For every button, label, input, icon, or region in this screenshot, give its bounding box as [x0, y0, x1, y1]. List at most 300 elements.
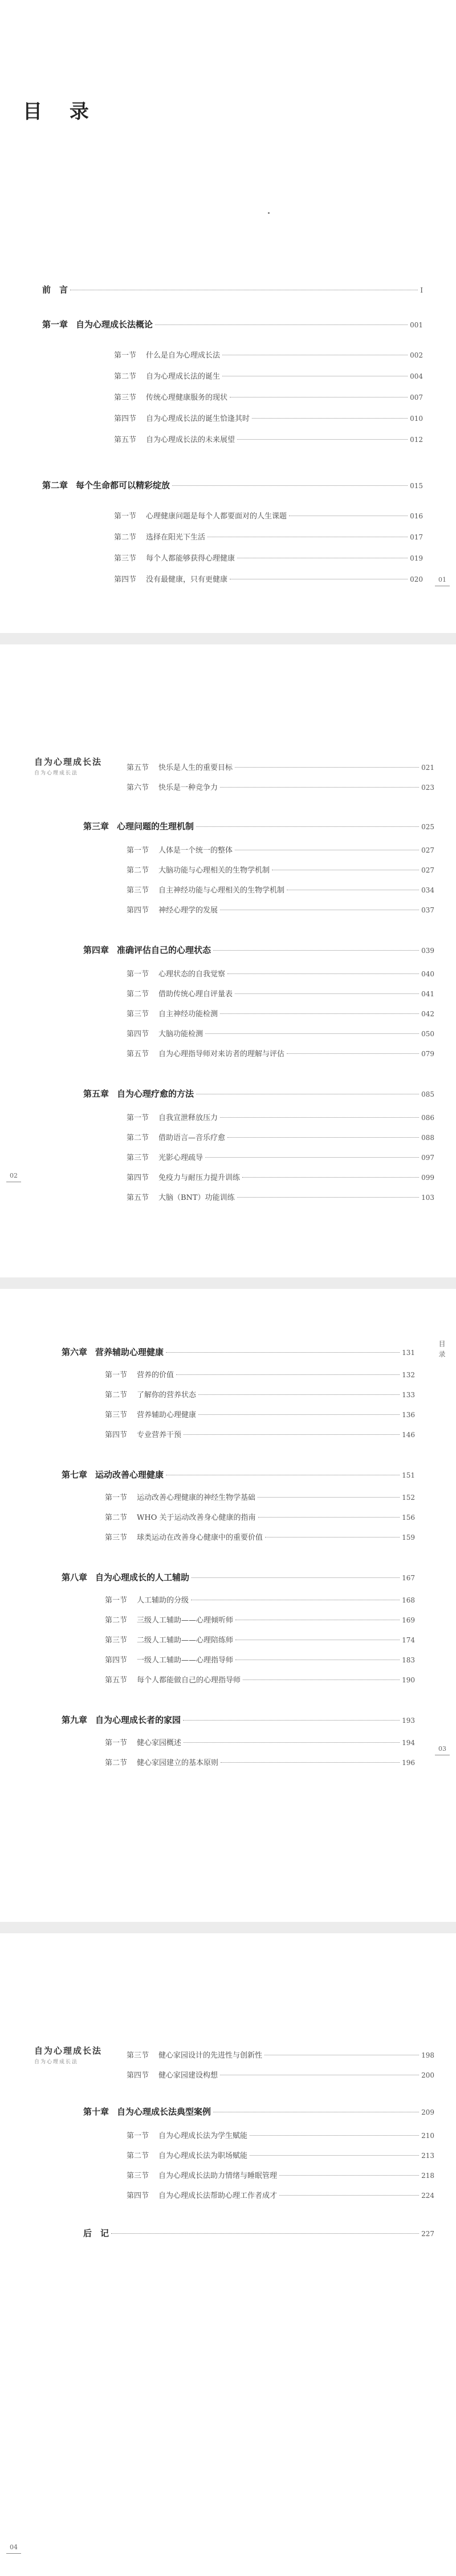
- dot-leader: [192, 1577, 400, 1578]
- dot-leader: [235, 766, 419, 768]
- section-title: 一级人工辅助——心理指导师: [137, 1656, 234, 1665]
- toc-title: 目 录: [23, 100, 99, 123]
- toc-section[interactable]: [127, 761, 434, 772]
- toc-section[interactable]: [127, 884, 434, 895]
- chapter-number: 第七章: [62, 1470, 88, 1480]
- toc-section[interactable]: [105, 1409, 415, 1419]
- toc-chapter-4[interactable]: [83, 944, 434, 956]
- section-title: WHO 关于运动改善身心健康的指南: [137, 1514, 256, 1522]
- dot-leader: [250, 2155, 419, 2156]
- page-ref: 136: [402, 1411, 415, 1419]
- chapter-number: 第一章: [42, 319, 68, 330]
- page-ref: 194: [402, 1739, 415, 1747]
- toc-section[interactable]: [127, 968, 434, 979]
- section-number: 第一节: [114, 512, 137, 521]
- chapter-number: 第八章: [62, 1572, 88, 1583]
- dot-leader: [221, 1762, 400, 1763]
- section-number: 第一节: [105, 1494, 128, 1502]
- toc-chapter-1[interactable]: [42, 318, 423, 330]
- chapter-title: 运动改善心理健康: [95, 1470, 164, 1480]
- section-number: 第一节: [127, 846, 149, 855]
- page-ref: 169: [402, 1616, 415, 1624]
- toc-chapter-5[interactable]: [83, 1088, 434, 1100]
- section-title: 球类运动在改善身心健康中的重要价值: [137, 1534, 263, 1542]
- chapter-number: 第三章: [83, 821, 109, 831]
- section-number: 第一节: [127, 2132, 149, 2140]
- dot-leader: [220, 1117, 419, 1118]
- section-number: 第二节: [127, 1134, 149, 1142]
- section-number: 第五节: [105, 1676, 128, 1685]
- page-ref: 012: [410, 436, 423, 444]
- page-ref: 088: [421, 1134, 434, 1142]
- section-title: 大脑（BNT）功能训练: [158, 1194, 235, 1202]
- toc-chapter-2[interactable]: [42, 479, 423, 491]
- section-number: 第三节: [105, 1534, 128, 1542]
- section-number: 第二节: [127, 866, 149, 875]
- section-title: 营养辅助心理健康: [137, 1411, 197, 1419]
- section-title: 人工辅助的分级: [137, 1596, 189, 1605]
- page-ref: 132: [402, 1371, 415, 1379]
- toc-section[interactable]: [127, 2189, 434, 2200]
- section-number: 第一节: [105, 1739, 128, 1747]
- page-ref: 156: [402, 1514, 415, 1522]
- page-ref: 027: [421, 846, 434, 854]
- dot-leader: [272, 869, 419, 870]
- page-number: 04: [0, 2543, 27, 2554]
- chapter-number: 第五章: [83, 1089, 109, 1099]
- toc-section[interactable]: [114, 433, 423, 444]
- section-title: 心理状态的自我觉察: [158, 970, 226, 979]
- toc-page-2: [0, 644, 456, 1277]
- section-number: 第一节: [105, 1596, 128, 1605]
- toc-chapter-9[interactable]: [62, 1714, 415, 1726]
- toc-section[interactable]: [127, 2129, 434, 2140]
- page-ref: 099: [421, 1174, 434, 1182]
- page-number: 01: [429, 576, 456, 586]
- section-number: 第三节: [127, 1010, 149, 1019]
- toc-section[interactable]: [127, 2149, 434, 2160]
- section-title: 大脑功能检测: [158, 1030, 203, 1038]
- page-ref: 159: [402, 1534, 415, 1541]
- toc-section[interactable]: [114, 531, 423, 542]
- dot-leader: [205, 1157, 419, 1158]
- toc-section[interactable]: [127, 2049, 434, 2060]
- section-number: 第四节: [105, 1431, 128, 1439]
- chapter-title: 自为心理成长者的家园: [95, 1715, 181, 1725]
- page-ref: 010: [410, 415, 423, 423]
- dot-leader: [184, 1742, 400, 1743]
- dot-leader: [213, 950, 419, 951]
- page-ref: 086: [421, 1114, 434, 1122]
- page-ref: 213: [421, 2152, 434, 2160]
- toc-chapter-8[interactable]: [62, 1571, 415, 1583]
- toc-section[interactable]: [114, 573, 423, 584]
- book-title-calligraphy: 自为心理成长法: [34, 2046, 103, 2056]
- dot-leader: [166, 1352, 400, 1353]
- dot-leader: [111, 2233, 419, 2234]
- section-number: 第三节: [127, 2051, 149, 2060]
- section-title: 没有最健康，只有更健康: [146, 575, 228, 584]
- section-title: 自为心理成长法的诞生: [146, 372, 221, 381]
- toc-section[interactable]: [105, 1674, 415, 1685]
- section-title: 什么是自为心理成长法: [146, 351, 221, 360]
- chapter-title: 营养辅助心理健康: [95, 1347, 164, 1357]
- chapter-number: 第二章: [42, 480, 68, 490]
- page-ref: 050: [421, 1030, 434, 1038]
- dot-leader: [252, 417, 408, 419]
- toc-section[interactable]: [105, 1634, 415, 1645]
- dot-leader: [220, 2074, 419, 2075]
- toc-section[interactable]: [114, 412, 423, 423]
- dot-leader: [230, 396, 408, 397]
- section-number: 第三节: [114, 554, 137, 563]
- side-label: 目录: [438, 1340, 446, 1361]
- section-number: 第三节: [114, 394, 137, 402]
- toc-section[interactable]: [114, 370, 423, 381]
- section-title: 自为心理成长法为职场赋能: [158, 2152, 248, 2160]
- section-number: 第三节: [105, 1636, 128, 1645]
- dot-leader: [289, 515, 408, 516]
- section-title: 免疫力与耐压力提升训练: [158, 1174, 241, 1182]
- section-number: 第五节: [127, 1194, 149, 1202]
- dot-leader: [227, 973, 419, 974]
- section-title: 自为心理成长法的未来展望: [146, 436, 235, 444]
- dot-leader: [172, 485, 408, 486]
- toc-section[interactable]: [105, 1614, 415, 1625]
- decorative-dot: [268, 212, 270, 214]
- dot-leader: [279, 2194, 419, 2196]
- toc-preface[interactable]: [42, 283, 423, 295]
- section-number: 第五节: [114, 436, 137, 444]
- dot-leader: [235, 1619, 400, 1620]
- page-ref: 037: [421, 906, 434, 914]
- section-title: 借助传统心理自评量表: [158, 990, 233, 999]
- page-ref: 190: [402, 1676, 415, 1684]
- section-number: 第二节: [127, 2152, 149, 2160]
- section-title: 自主神经功能与心理相关的生物学机制: [158, 886, 285, 895]
- page-ref: 042: [421, 1010, 434, 1018]
- page-ref: 017: [410, 533, 423, 541]
- page-ref: 174: [402, 1636, 415, 1644]
- section-number: 第四节: [127, 906, 149, 915]
- section-title: 健心家园设计的先进性与创新性: [158, 2051, 263, 2060]
- dot-leader: [237, 557, 408, 558]
- dot-leader: [243, 1679, 400, 1680]
- dot-leader: [237, 439, 408, 440]
- toc-section[interactable]: [114, 391, 423, 402]
- page-ref: 085: [421, 1090, 434, 1098]
- section-title: 自我宣泄释放压力: [158, 1114, 218, 1122]
- preface-label: 前 言: [42, 285, 68, 295]
- dot-leader: [265, 1536, 400, 1538]
- page-ref: 025: [421, 823, 434, 831]
- chapter-number: 第六章: [62, 1347, 88, 1357]
- section-number: 第六节: [127, 784, 149, 792]
- toc-section[interactable]: [105, 1737, 415, 1747]
- page-ref: 015: [410, 482, 423, 490]
- book-header-mark: [34, 2044, 125, 2065]
- chapter-title: 每个生命都可以精彩绽放: [76, 480, 170, 490]
- toc-chapter-3[interactable]: [83, 820, 434, 832]
- chapter-number: 第十章: [83, 2107, 109, 2117]
- dot-leader: [198, 1394, 400, 1395]
- toc-chapter-10[interactable]: [83, 2106, 434, 2117]
- toc-section[interactable]: [105, 1531, 415, 1542]
- dot-leader: [184, 1434, 400, 1435]
- section-title: 自为心理成长法为学生赋能: [158, 2132, 248, 2140]
- dot-leader: [205, 1033, 419, 1034]
- toc-section[interactable]: [127, 1171, 434, 1182]
- section-number: 第一节: [127, 970, 149, 979]
- section-number: 第二节: [114, 533, 137, 542]
- page-ref: 196: [402, 1759, 415, 1767]
- page-ref: 151: [402, 1471, 415, 1479]
- page-ref: 167: [402, 1574, 415, 1582]
- toc-section[interactable]: [127, 1131, 434, 1142]
- page-ref: 021: [421, 764, 434, 772]
- toc-section[interactable]: [127, 2169, 434, 2180]
- toc-section[interactable]: [127, 988, 434, 999]
- dot-leader: [220, 1013, 419, 1014]
- toc-section[interactable]: [127, 844, 434, 855]
- page-ref: 001: [410, 321, 423, 329]
- page-ref: 198: [421, 2051, 434, 2059]
- toc-section[interactable]: [114, 349, 423, 360]
- page-ref: 039: [421, 947, 434, 955]
- dot-leader: [235, 1659, 400, 1660]
- toc-section[interactable]: [127, 1191, 434, 1202]
- section-number: 第二节: [127, 990, 149, 999]
- page-ref: 133: [402, 1391, 415, 1399]
- page-ref: 079: [421, 1050, 434, 1058]
- dot-leader: [213, 2111, 419, 2112]
- section-title: 健心家园概述: [137, 1739, 182, 1747]
- section-number: 第三节: [127, 1154, 149, 1162]
- toc-section[interactable]: [127, 1111, 434, 1122]
- section-title: 专业营养干预: [137, 1431, 182, 1439]
- chapter-title: 心理问题的生理机制: [117, 821, 194, 831]
- section-title: 借助语言—音乐疗愈: [158, 1134, 226, 1142]
- page-ref: 023: [421, 784, 434, 792]
- section-title: 人体是一个统一的整体: [158, 846, 233, 855]
- page-ref: 210: [421, 2132, 434, 2140]
- toc-section[interactable]: [127, 1008, 434, 1019]
- page-ref: 227: [421, 2230, 434, 2238]
- section-title: 每个人都能做自己的心理指导师: [137, 1676, 241, 1685]
- dot-leader: [176, 1374, 400, 1375]
- section-number: 第一节: [127, 1114, 149, 1122]
- toc-section[interactable]: [127, 1048, 434, 1058]
- dot-leader: [250, 2135, 419, 2136]
- toc-section[interactable]: [105, 1369, 415, 1380]
- dot-leader: [166, 1474, 400, 1475]
- dot-leader: [183, 1719, 400, 1721]
- toc-chapter-7[interactable]: [62, 1468, 415, 1480]
- toc-section[interactable]: [105, 1654, 415, 1665]
- toc-page-1: [0, 0, 456, 633]
- toc-section[interactable]: [127, 1151, 434, 1162]
- toc-page-3: [0, 1289, 456, 1922]
- section-title: 自为心理成长法的诞生恰逢其时: [146, 415, 250, 423]
- dot-leader: [220, 786, 419, 788]
- book-subtitle: 自为心理成长法: [34, 770, 79, 776]
- page-ref: 218: [421, 2172, 434, 2180]
- section-number: 第二节: [105, 1514, 128, 1522]
- section-number: 第二节: [105, 1391, 128, 1399]
- page-ref: 152: [402, 1494, 415, 1502]
- section-number: 第四节: [127, 2192, 149, 2200]
- section-number: 第一节: [105, 1371, 128, 1380]
- page-ref: 131: [402, 1349, 415, 1357]
- page-ref: 183: [402, 1656, 415, 1664]
- chapter-title: 准确评估自己的心理状态: [117, 945, 211, 955]
- page-ref: 007: [410, 394, 423, 401]
- section-title: 健心家园建设构想: [158, 2071, 218, 2080]
- section-number: 第四节: [114, 575, 137, 584]
- book-header-mark: [34, 756, 125, 776]
- section-title: 了解你的营养状态: [137, 1391, 197, 1399]
- section-title: 自为心理成长法助力情绪与睡眠管理: [158, 2172, 278, 2180]
- chapter-title: 自为心理成长法典型案例: [117, 2107, 211, 2117]
- toc-section[interactable]: [105, 1756, 415, 1767]
- page-ref: 103: [421, 1194, 434, 1202]
- toc-page-4: [0, 1933, 456, 2576]
- section-number: 第三节: [105, 1411, 128, 1419]
- chapter-number: 第四章: [83, 945, 109, 955]
- dot-leader: [227, 1137, 419, 1138]
- section-number: 第四节: [114, 415, 137, 423]
- toc-section[interactable]: [105, 1429, 415, 1439]
- section-title: 自为心理成长法帮助心理工作者成才: [158, 2192, 278, 2200]
- toc-section[interactable]: [127, 781, 434, 792]
- toc-section[interactable]: [127, 2069, 434, 2080]
- section-number: 第四节: [127, 1174, 149, 1182]
- section-number: 第三节: [127, 2172, 149, 2180]
- section-title: 大脑功能与心理相关的生物学机制: [158, 866, 270, 875]
- dot-leader: [235, 1639, 400, 1640]
- toc-section[interactable]: [114, 552, 423, 563]
- dot-leader: [279, 2175, 419, 2176]
- page-ref: 034: [421, 886, 434, 894]
- page-ref: 193: [402, 1717, 415, 1725]
- dot-leader: [235, 849, 419, 850]
- dot-leader: [191, 1599, 400, 1600]
- chapter-title: 自为心理成长法概论: [76, 319, 153, 330]
- page-ref: 146: [402, 1431, 415, 1439]
- section-title: 选择在阳光下生活: [146, 533, 206, 542]
- section-number: 第四节: [127, 2071, 149, 2080]
- dot-leader: [237, 1196, 419, 1198]
- page-ref: I: [420, 286, 423, 294]
- page-ref: 019: [410, 554, 423, 562]
- section-number: 第四节: [127, 1030, 149, 1038]
- section-number: 第四节: [105, 1656, 128, 1665]
- dot-leader: [196, 1093, 419, 1094]
- page-ref: 224: [421, 2192, 434, 2200]
- dot-leader: [242, 1177, 419, 1178]
- dot-leader: [222, 375, 408, 376]
- dot-leader: [207, 536, 408, 537]
- page-ref: 002: [410, 351, 423, 359]
- page-number: 03: [429, 1745, 456, 1755]
- section-title: 快乐是人生的重要目标: [158, 764, 233, 772]
- book-title-calligraphy: 自为心理成长法: [34, 757, 103, 767]
- toc-section[interactable]: [127, 1028, 434, 1038]
- section-title: 心理健康问题是每个人都要面对的人生课题: [146, 512, 287, 521]
- section-number: 第三节: [127, 886, 149, 895]
- toc-section[interactable]: [105, 1389, 415, 1399]
- page-ref: 040: [421, 970, 434, 978]
- section-title: 三级人工辅助——心理倾听师: [137, 1616, 234, 1625]
- section-title: 营养的价值: [137, 1371, 174, 1380]
- dot-leader: [220, 909, 419, 910]
- dot-leader: [198, 1414, 400, 1415]
- chapter-title: 自为心理疗愈的方法: [117, 1089, 194, 1099]
- dot-leader: [222, 354, 408, 355]
- chapter-title: 自为心理成长的人工辅助: [95, 1572, 190, 1583]
- page-ref: 020: [410, 575, 423, 583]
- section-title: 快乐是一种竞争力: [158, 784, 218, 792]
- page-ref: 097: [421, 1154, 434, 1162]
- section-number: 第五节: [127, 764, 149, 772]
- dot-leader: [287, 1053, 419, 1054]
- dot-leader: [196, 826, 419, 827]
- page-ref: 168: [402, 1596, 415, 1604]
- dot-leader: [155, 324, 408, 325]
- section-title: 自为心理指导师对来访者的理解与评估: [158, 1050, 285, 1058]
- section-title: 健心家园建立的基本原则: [137, 1759, 219, 1767]
- section-title: 每个人都能够获得心理健康: [146, 554, 235, 563]
- section-title: 光影心理疏导: [158, 1154, 203, 1162]
- afterword-label: 后 记: [83, 2228, 109, 2238]
- toc-section[interactable]: [127, 904, 434, 915]
- page-ref: 016: [410, 512, 423, 520]
- toc-chapter-6[interactable]: [62, 1346, 415, 1358]
- toc-section[interactable]: [105, 1594, 415, 1605]
- section-title: 神经心理学的发展: [158, 906, 218, 915]
- section-number: 第二节: [105, 1616, 128, 1625]
- toc-section[interactable]: [105, 1511, 415, 1522]
- book-subtitle: 自为心理成长法: [34, 2059, 79, 2065]
- chapter-number: 第九章: [62, 1715, 88, 1725]
- page-ref: 041: [421, 990, 434, 998]
- page-ref: 027: [421, 866, 434, 874]
- page-ref: 004: [410, 372, 423, 380]
- section-number: 第二节: [114, 372, 137, 381]
- section-title: 自主神经功能检测: [158, 1010, 218, 1019]
- section-number: 第二节: [105, 1759, 128, 1767]
- section-title: 二级人工辅助——心理陪练师: [137, 1636, 234, 1645]
- dot-leader: [264, 2054, 419, 2055]
- dot-leader: [258, 1496, 400, 1498]
- page-number: 02: [0, 1172, 27, 1182]
- toc-section[interactable]: [105, 1491, 415, 1502]
- section-number: 第五节: [127, 1050, 149, 1058]
- dot-leader: [230, 578, 408, 579]
- page-ref: 209: [421, 2108, 434, 2116]
- dot-leader: [70, 289, 418, 290]
- page-ref: 200: [421, 2071, 434, 2079]
- dot-leader: [287, 889, 419, 890]
- toc-afterword[interactable]: [83, 2227, 434, 2239]
- section-title: 传统心理健康服务的现状: [146, 394, 228, 402]
- dot-leader: [235, 993, 419, 994]
- section-title: 运动改善心理健康的神经生物学基础: [137, 1494, 256, 1502]
- toc-section[interactable]: [127, 864, 434, 875]
- toc-section[interactable]: [114, 510, 423, 521]
- section-number: 第一节: [114, 351, 137, 360]
- dot-leader: [258, 1516, 400, 1518]
